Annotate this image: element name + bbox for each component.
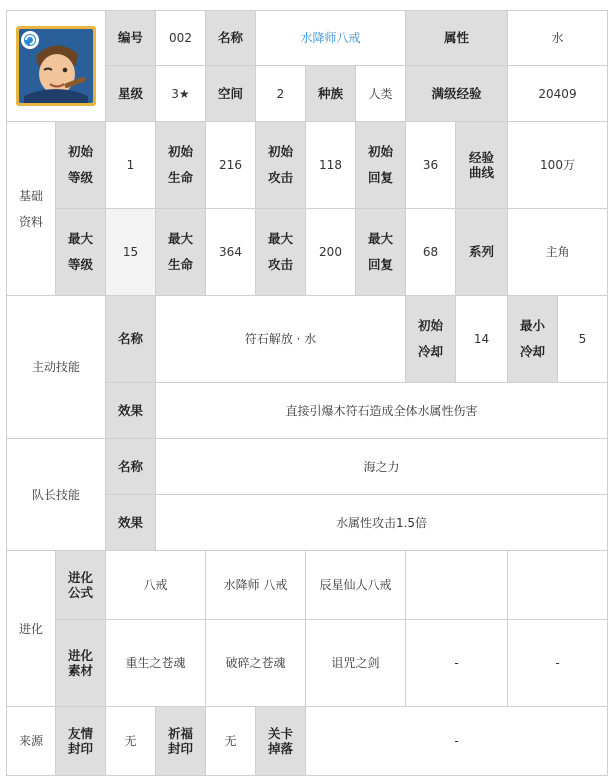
max-exp-value: 20409 bbox=[508, 66, 608, 122]
max-level-label: 最大 等级 bbox=[56, 209, 106, 296]
evolution-material-4: - bbox=[406, 620, 508, 707]
evolution-formula-label: 进化 公式 bbox=[56, 551, 106, 620]
evolution-formula-2: 水降师 八戒 bbox=[206, 551, 306, 620]
max-rec-value: 68 bbox=[406, 209, 456, 296]
max-hp-value: 364 bbox=[206, 209, 256, 296]
character-portrait-icon bbox=[16, 26, 96, 106]
active-skill-effect: 直接引爆木符石造成全体水属性伤害 bbox=[156, 383, 608, 439]
pray-seal-value: 无 bbox=[206, 707, 256, 776]
space-value: 2 bbox=[256, 66, 306, 122]
min-cooldown-value: 5 bbox=[558, 296, 608, 383]
init-hp-label: 初始 生命 bbox=[156, 122, 206, 209]
leader-skill-effect-label: 效果 bbox=[106, 495, 156, 551]
evolution-formula-5 bbox=[508, 551, 608, 620]
attribute-value: 水 bbox=[508, 10, 608, 66]
evolution-formula-3: 辰星仙人八戒 bbox=[306, 551, 406, 620]
source-section-label: 来源 bbox=[6, 707, 56, 776]
friend-seal-value: 无 bbox=[106, 707, 156, 776]
init-cooldown-label: 初始 冷却 bbox=[406, 296, 456, 383]
series-label: 系列 bbox=[456, 209, 508, 296]
name-label: 名称 bbox=[206, 10, 256, 66]
max-rec-label: 最大 回复 bbox=[356, 209, 406, 296]
min-cooldown-label: 最小 冷却 bbox=[508, 296, 558, 383]
evolution-material-label: 进化 素材 bbox=[56, 620, 106, 707]
init-rec-value: 36 bbox=[406, 122, 456, 209]
init-rec-label: 初始 回复 bbox=[356, 122, 406, 209]
race-label: 种族 bbox=[306, 66, 356, 122]
stage-drop-label: 关卡 掉落 bbox=[256, 707, 306, 776]
init-level-value: 1 bbox=[106, 122, 156, 209]
init-cooldown-value: 14 bbox=[456, 296, 508, 383]
stage-drop-value: - bbox=[306, 707, 608, 776]
friend-seal-label: 友情 封印 bbox=[56, 707, 106, 776]
evolution-material-1: 重生之苍魂 bbox=[106, 620, 206, 707]
leader-skill-name: 海之力 bbox=[156, 439, 608, 495]
init-hp-value: 216 bbox=[206, 122, 256, 209]
max-atk-value: 200 bbox=[306, 209, 356, 296]
active-skill-section-label: 主动技能 bbox=[6, 296, 106, 439]
pray-seal-label: 祈福 封印 bbox=[156, 707, 206, 776]
star-label: 星级 bbox=[106, 66, 156, 122]
evolution-section-label: 进化 bbox=[6, 551, 56, 707]
character-name-link[interactable]: 水降师八戒 bbox=[256, 10, 406, 66]
evolution-material-2: 破碎之苍魂 bbox=[206, 620, 306, 707]
evolution-material-3: 诅咒之剑 bbox=[306, 620, 406, 707]
evolution-formula-4 bbox=[406, 551, 508, 620]
init-atk-value: 118 bbox=[306, 122, 356, 209]
basic-section-label: 基础 资料 bbox=[6, 122, 56, 296]
character-avatar bbox=[6, 10, 106, 122]
attribute-label: 属性 bbox=[406, 10, 508, 66]
active-skill-effect-label: 效果 bbox=[106, 383, 156, 439]
max-exp-label: 满级经验 bbox=[406, 66, 508, 122]
init-level-label: 初始 等级 bbox=[56, 122, 106, 209]
number-label: 编号 bbox=[106, 10, 156, 66]
max-level-value: 15 bbox=[106, 209, 156, 296]
evolution-material-5: - bbox=[508, 620, 608, 707]
max-hp-label: 最大 生命 bbox=[156, 209, 206, 296]
leader-skill-name-label: 名称 bbox=[106, 439, 156, 495]
race-value: 人类 bbox=[356, 66, 406, 122]
evolution-formula-1: 八戒 bbox=[106, 551, 206, 620]
star-value: 3★ bbox=[156, 66, 206, 122]
active-skill-name-label: 名称 bbox=[106, 296, 156, 383]
init-atk-label: 初始 攻击 bbox=[256, 122, 306, 209]
series-value: 主角 bbox=[508, 209, 608, 296]
leader-skill-effect: 水属性攻击1.5倍 bbox=[156, 495, 608, 551]
max-atk-label: 最大 攻击 bbox=[256, 209, 306, 296]
leader-skill-section-label: 队长技能 bbox=[6, 439, 106, 551]
exp-curve-value: 100万 bbox=[508, 122, 608, 209]
exp-curve-label: 经验 曲线 bbox=[456, 122, 508, 209]
active-skill-name: 符石解放 · 水 bbox=[156, 296, 406, 383]
space-label: 空间 bbox=[206, 66, 256, 122]
number-value: 002 bbox=[156, 10, 206, 66]
